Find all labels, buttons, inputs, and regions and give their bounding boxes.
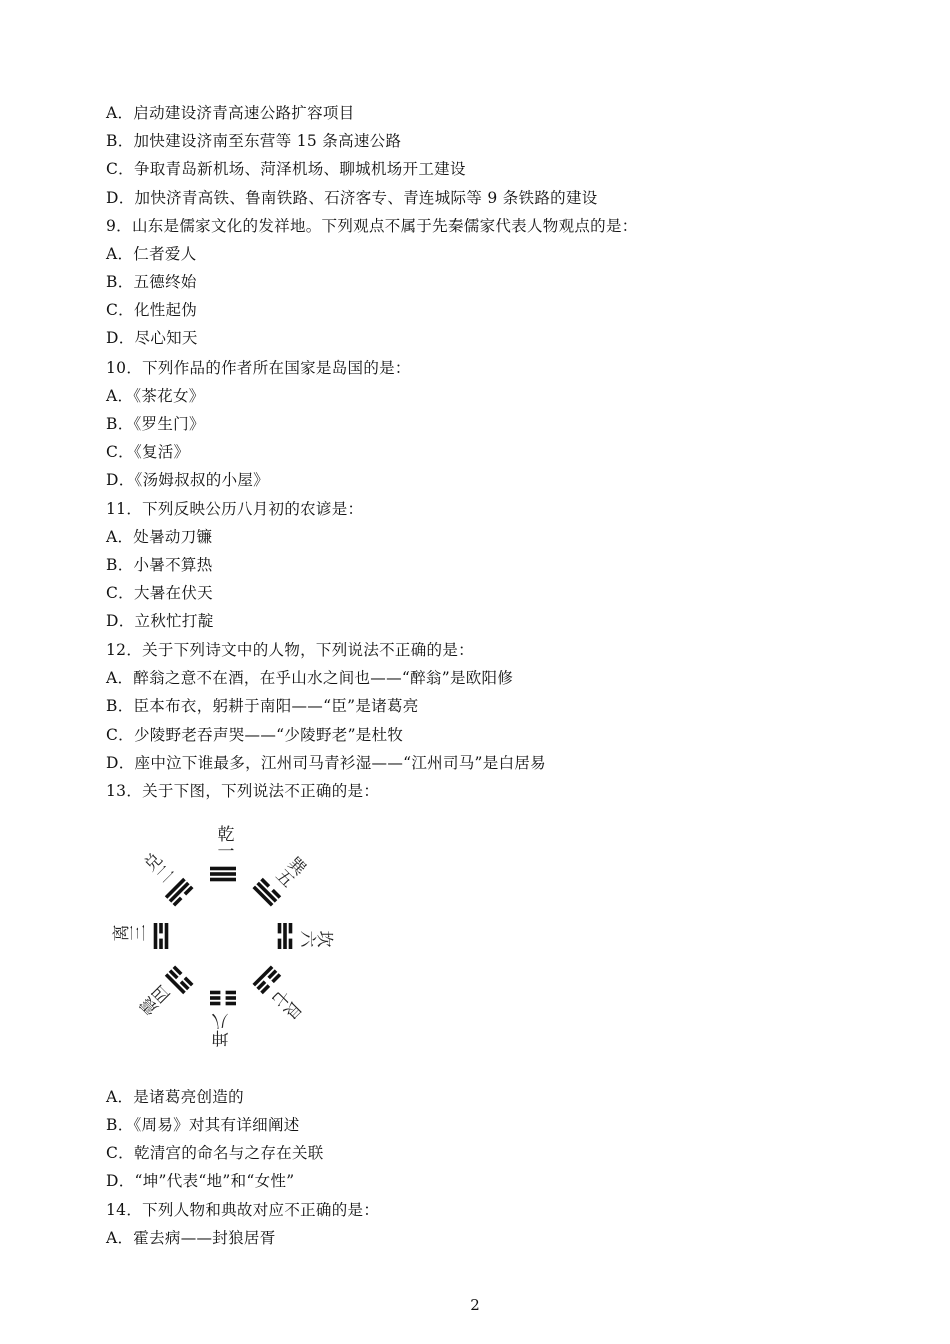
trigram-label: 艮七 [270,983,309,1022]
option-line: A．醉翁之意不在酒，在乎山水之间也——“醉翁”是欧阳修 [106,669,514,687]
page-number: 2 [470,1296,480,1314]
question-line: 10．下列作品的作者所在国家是岛国的是： [106,359,411,377]
trigram-line-broken [210,1002,220,1006]
option-line: B．小暑不算热 [106,556,213,574]
trigram-label: 巽五 [270,850,309,889]
trigram-symbol [252,965,281,994]
question-line: 14．下列人物和典故对应不正确的是： [106,1201,380,1219]
trigram-symbol [278,923,293,949]
question-line: 11．下列反映公历八月初的农谚是： [106,500,364,518]
option-line: D．《汤姆叔叔的小屋》 [106,471,269,489]
trigram-line-broken [210,996,220,1000]
trigram-line-solid [165,923,169,949]
option-line: A．霍去病——封狼居胥 [106,1229,276,1247]
trigram-line-broken [159,923,163,933]
option-line: B．加快建设济南至东营等 15 条高速公路 [106,132,402,150]
question-line: 9．山东是儒家文化的发祥地。下列观点不属于先秦儒家代表人物观点的是： [106,217,638,235]
option-line: C．化性起伪 [106,301,198,319]
trigram-line-broken [226,991,236,995]
trigram-line-broken [278,939,282,949]
trigram-line-broken [226,1002,236,1006]
trigram-label: 离三 [112,925,146,946]
option-line: A．处暑动刀镰 [106,528,213,546]
trigram-line-broken [226,996,236,1000]
option-line: A．启动建设济青高速公路扩容项目 [106,104,355,122]
option-line: C．争取青岛新机场、菏泽机场、聊城机场开工建设 [106,160,466,178]
option-line: D．加快济青高铁、鲁南铁路、石济客专、青连城际等 9 条铁路的建设 [106,189,598,207]
bagua-trigrams [112,825,334,1047]
trigram-line-solid [283,923,287,949]
trigram-line-solid [210,872,236,876]
option-line: B．五德终始 [106,273,197,291]
option-line: D．“坤”代表“地”和“女性” [106,1172,295,1190]
option-line: A．《茶花女》 [106,387,205,405]
option-line: A．仁者爱人 [106,245,197,263]
option-line: C．大暑在伏天 [106,584,213,602]
trigram-line-broken [278,923,282,933]
question-line: 12．关于下列诗文中的人物，下列说法不正确的是： [106,641,474,659]
trigram-label: 震四 [137,983,176,1022]
trigram-label: 坎六 [300,926,334,947]
option-line: B．《周易》对其有详细阐述 [106,1116,300,1134]
option-line: B．臣本布衣，躬耕于南阳——“臣”是诸葛亮 [106,697,419,715]
trigram-symbol [210,867,236,882]
trigram-line-broken [159,939,163,949]
bagua-diagram [92,822,362,1058]
trigram-symbol [210,991,236,1006]
trigram-label: 坤八 [212,1013,233,1047]
trigram-line-solid [210,867,236,871]
option-line: D．立秋忙打靛 [106,612,214,630]
option-line: B．《罗生门》 [106,415,205,433]
trigram-line-broken [289,939,293,949]
trigram-line-solid [210,878,236,882]
trigram-label: 兑二 [137,850,176,889]
trigram-label: 乾一 [213,825,234,859]
trigram-symbol [165,878,194,907]
trigram-line-solid [154,923,158,949]
question-line: 13．关于下图，下列说法不正确的是： [106,782,380,800]
option-line: C．乾清宫的命名与之存在关联 [106,1144,324,1162]
trigram-line-broken [289,923,293,933]
option-line: D．座中泣下谁最多，江州司马青衫湿——“江州司马”是白居易 [106,754,546,772]
trigram-symbol [252,878,281,907]
trigram-line-broken [210,991,220,995]
option-line: C．少陵野老吞声哭——“少陵野老”是杜牧 [106,726,404,744]
trigram-symbol [165,965,194,994]
option-line: C．《复活》 [106,443,190,461]
option-line: D．尽心知天 [106,329,198,347]
trigram-symbol [154,923,169,949]
option-line: A．是诸葛亮创造的 [106,1088,244,1106]
